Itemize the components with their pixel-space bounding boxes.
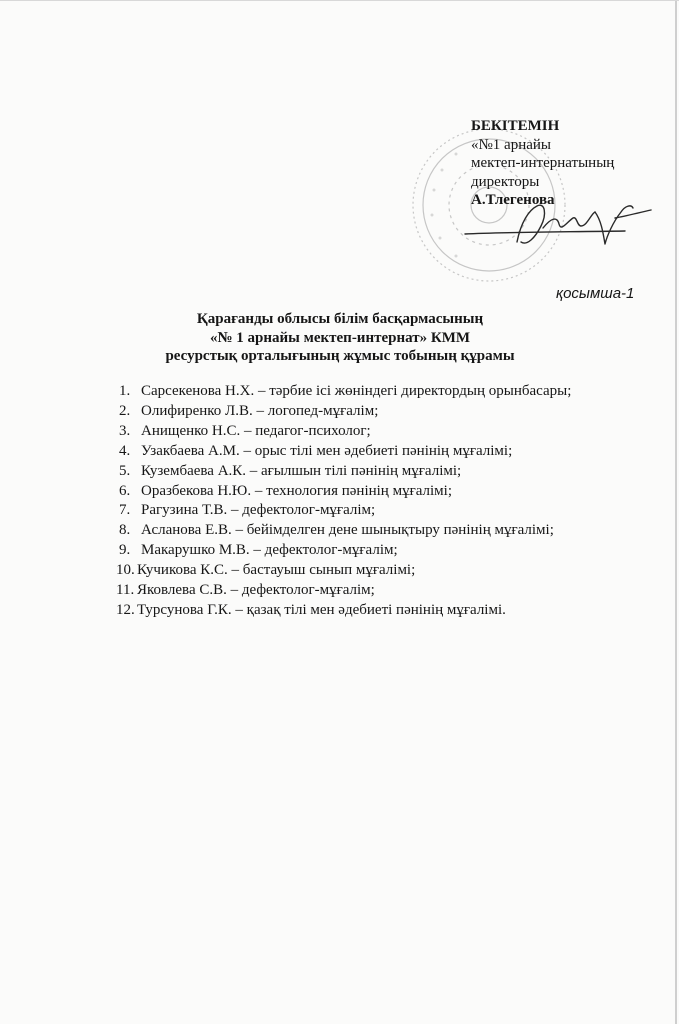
item-number: 12. xyxy=(116,601,135,618)
item-number: 10. xyxy=(116,562,135,579)
approval-line: мектеп-интернатының xyxy=(471,155,615,171)
item-number: 7. xyxy=(119,502,131,519)
item-text: Олифиренко Л.В. – логопед-мұғалім; xyxy=(141,402,379,419)
director-signature xyxy=(455,192,660,262)
approval-line: директоры xyxy=(471,173,540,190)
item-number: 5. xyxy=(119,462,131,479)
item-text: Оразбекова Н.Ю. – технология пәнінің мұғалімі; xyxy=(141,482,453,499)
item-number: 8. xyxy=(119,522,131,539)
item-number: 2. xyxy=(119,402,131,419)
item-text: Сарсекенова Н.Х. – тәрбие ісі жөніндегі директордың орынбасары; xyxy=(141,383,572,399)
item-number: 9. xyxy=(119,542,131,559)
title-line: ресурстық орталығының жұмыс тобының құрамы xyxy=(165,348,515,365)
item-number: 4. xyxy=(119,442,131,459)
list-item xyxy=(119,422,571,442)
list-item xyxy=(119,442,571,462)
item-text: Рагузина Т.В. – дефектолог-мұғалім; xyxy=(141,502,376,519)
item-text: Узакбаева А.М. – орыс тілі мен әдебиеті пәнінің мұғалімі; xyxy=(141,442,513,459)
list-item xyxy=(119,521,571,541)
item-text: Анищенко Н.С. – педагог-психолог; xyxy=(141,422,371,439)
item-number: 6. xyxy=(119,482,131,499)
approval-signatory: А.Тлегенова xyxy=(471,192,555,208)
list-item xyxy=(116,581,571,601)
list-item xyxy=(119,382,571,402)
item-text: Кузембаева А.К. – ағылшын тілі пәнінің мұғалімі; xyxy=(141,462,462,479)
list-item xyxy=(119,541,571,561)
item-text: Макарушко М.В. – дефектолог-мұғалім; xyxy=(141,542,398,559)
title-line: Қарағанды облысы білім басқармасының xyxy=(196,311,484,327)
item-text: Турсунова Г.К. – қазақ тілі мен әдебиеті пәнінің мұғалімі. xyxy=(137,601,506,618)
item-text: Асланова Е.В. – бейімделген дене шынықтыру пәнінің мұғалімі; xyxy=(141,522,554,539)
approval-line: «№1 арнайы xyxy=(471,136,552,153)
member-list xyxy=(116,382,572,621)
list-item xyxy=(119,402,571,422)
approval-heading: БЕКІТЕМІН xyxy=(471,118,560,134)
list-item xyxy=(116,561,571,581)
list-item xyxy=(119,462,571,482)
item-number: 3. xyxy=(119,422,131,439)
annex-label: қосымша-1 xyxy=(556,285,635,302)
item-text: Яковлева С.В. – дефектолог-мұғалім; xyxy=(137,582,375,599)
item-number: 1. xyxy=(119,383,131,399)
document-title xyxy=(120,310,560,366)
list-item xyxy=(119,501,571,521)
list-item xyxy=(116,601,571,621)
list-item xyxy=(119,482,571,502)
title-line: «№ 1 арнайы мектеп-интернат» КММ xyxy=(209,329,471,346)
item-number: 11. xyxy=(116,582,135,599)
item-text: Кучикова К.С. – бастауыш сынып мұғалімі; xyxy=(137,562,416,579)
